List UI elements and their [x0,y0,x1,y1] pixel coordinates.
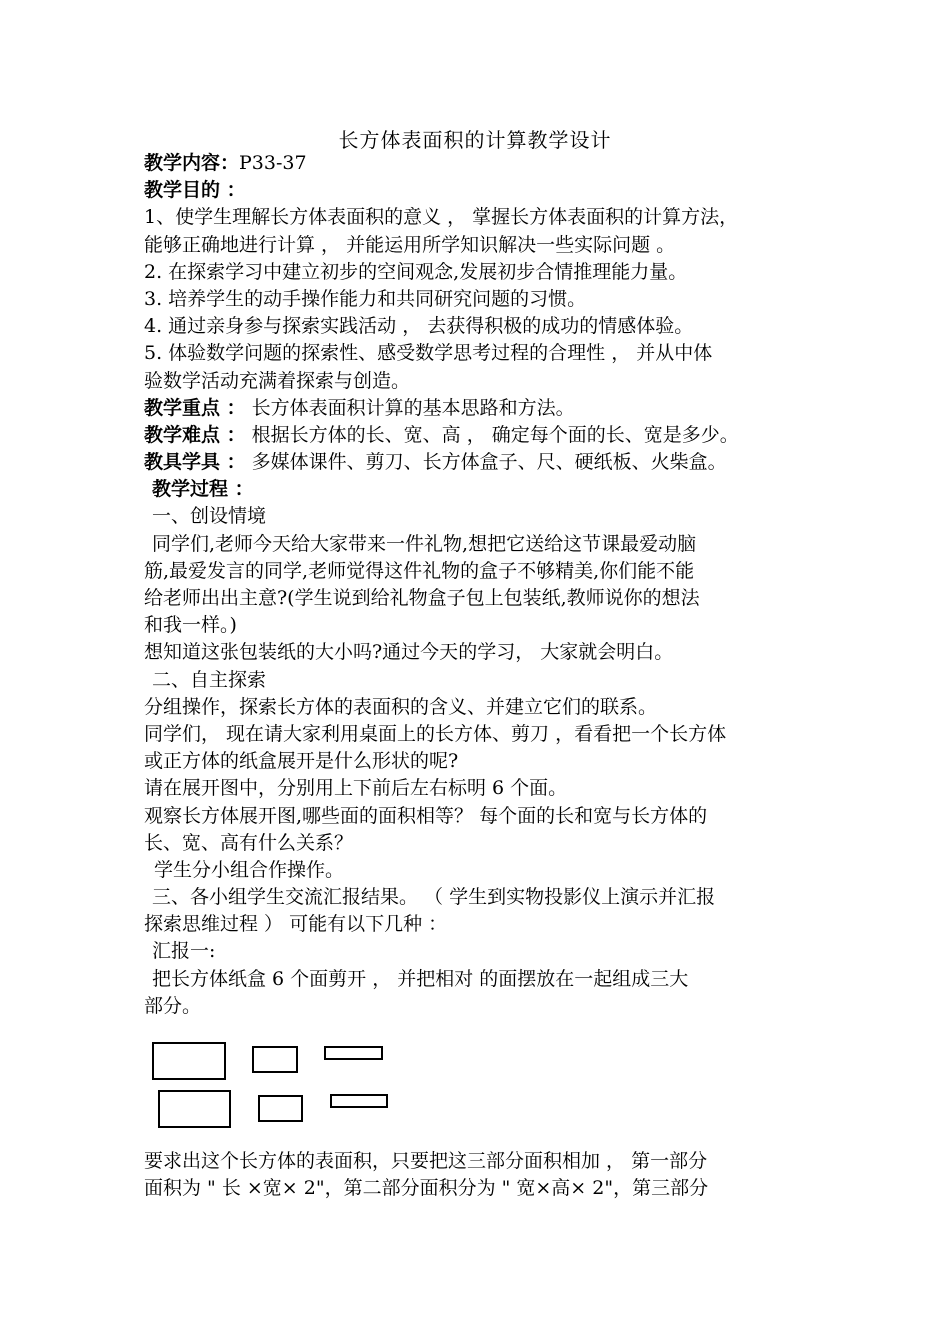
face-length-width-rect [158,1090,231,1128]
difficulty-label: 教学难点 ： [144,423,246,446]
tools-label: 教具学具 ： [144,451,246,474]
key-point-label: 教学重点 ： [144,396,246,419]
key-point-value: 长方体表面积计算的基本思路和方法。 [245,396,575,419]
face-length-height-rect [330,1094,388,1108]
key-point-line [144,395,824,422]
report1-line: 把长方体纸盒 6 个面剪开 ， 并把相对 的面摆放在一起组成三大 [152,967,689,990]
section1-line: 想知道这张包装纸的大小吗?通过今天的学习， 大家就会明白。 [144,641,674,664]
section2-line: 请在展开图中，分别用上下前后左右标明 6 个面。 [144,777,568,800]
section1-line: 筋,最爱发言的同学,老师觉得这件礼物的盒子不够精美,你们能不能 [144,559,695,582]
section3-line: 三、各小组学生交流汇报结果。 （ 学生到实物投影仪上演示并汇报 [152,886,716,909]
section2-line: 观察长方体展开图,哪些面的面积相等？ 每个面的长和宽与长方体的 [144,804,708,827]
report1-line: 部分。 [144,994,202,1017]
goal-line: 能够正确地进行计算 ， 并能运用所学知识解决一些实际问题 。 [144,233,676,256]
goal-line: 5. 体验数学问题的探索性、感受数学思考过程的合理性 ， 并从中体 [144,342,713,365]
face-width-height-rect [252,1046,298,1073]
section1-heading: 一、创设情境 [152,505,267,528]
conclusion-line: 要求出这个长方体的表面积，只要把这三部分面积相加 ， 第一部分 [144,1150,708,1172]
difficulty-line [144,422,824,449]
content-line [144,150,824,177]
net-faces-figure [144,1036,824,1132]
section1-line: 和我一样。) [144,614,237,637]
content-value: P33-37 [239,152,307,174]
difficulty-value: 根据长方体的长、宽、高 ， 确定每个面的长、宽是多少。 [245,423,739,446]
goal-line: 3. 培养学生的动手操作能力和共同研究问题的习惯。 [144,287,587,310]
section1-line: 给老师出出主意?(学生说到给礼物盒子包上包装纸,教师说你的想法 [144,587,700,609]
conclusion-line: 面积为 " 长 ×宽× 2"，第二部分面积分为 " 宽×高× 2"，第三部分 [144,1177,709,1200]
goal-line: 2. 在探索学习中建立初步的空间观念,发展初步合情推理能力量。 [144,260,688,283]
section2-heading: 二、自主探索 [152,668,267,691]
goal-line: 验数学活动充满着探索与创造。 [144,369,411,392]
section1-line: 同学们,老师今天给大家带来一件礼物,想把它送给这节课最爱动脑 [152,532,697,555]
face-width-height-rect [258,1095,303,1122]
tools-line [144,449,824,476]
section2-line: 或正方体的纸盒展开是什么形状的呢? [144,750,459,773]
goals-label: 教学目的 ： [144,179,246,202]
section2-line: 分组操作，探索长方体的表面积的含义、并建立它们的联系。 [144,695,658,718]
goal-line: 1、使学生理解长方体表面积的意义 ， 掌握长方体表面积的计算方法， [144,206,739,229]
document-title: 长方体表面积的计算教学设计 [338,128,612,152]
section2-line: 同学们， 现在请大家利用桌面上的长方体、剪刀 ，看看把一个长方体 [144,722,727,745]
process-label: 教学过程 ： [152,478,254,501]
face-length-width-rect [152,1042,226,1080]
section2-indented-line: 学生分小组合作操作。 [154,858,345,881]
section3-line: 探索思维过程 ） 可能有以下几种 ： [144,913,448,936]
report1-heading: 汇报一: [152,940,216,963]
document-body [144,150,824,1202]
tools-value: 多媒体课件、剪刀、长方体盒子、尺、硬纸板、火柴盒。 [245,451,727,474]
face-length-height-rect [324,1046,383,1060]
content-label: 教学内容： [144,152,240,174]
section2-line: 长、宽、高有什么关系？ [144,831,354,854]
goal-line: 4. 通过亲身参与探索实践活动 ， 去获得积极的成功的情感体验。 [144,315,694,338]
